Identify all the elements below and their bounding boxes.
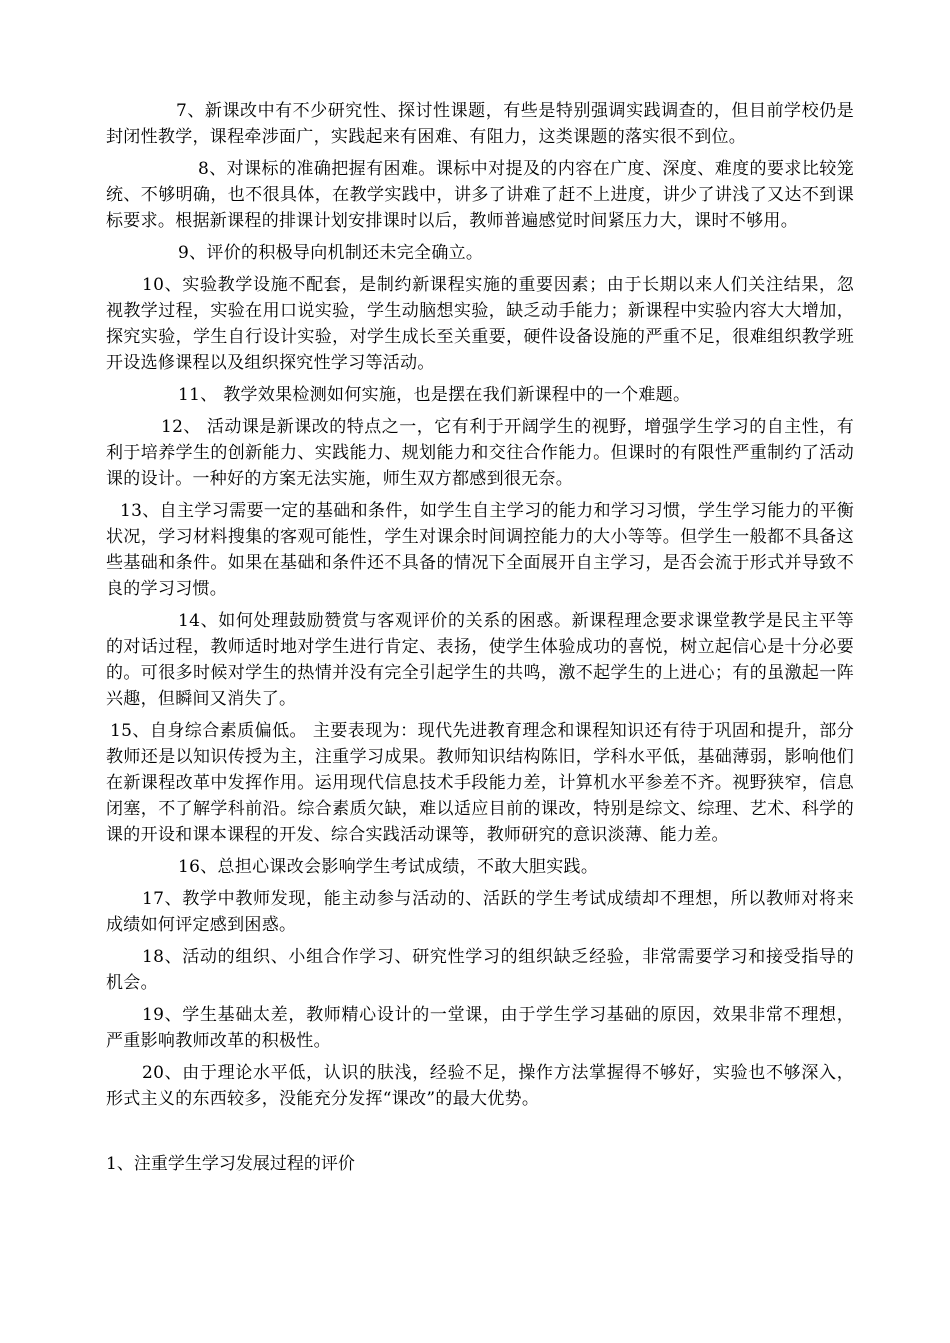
paragraph-12: 12、 活动课是新课改的特点之一，它有利于开阔学生的视野，增强学生学习的自主性，有利于培养学生的创新能力、实践能力、规划能力和交往合作能力。但课时的有限性严重制约了活动课的设计。一种好的方案无法实施，师生双方都感到很无奈。 <box>106 417 854 489</box>
paragraph-10: 10、实验教学设施不配套，是制约新课程实施的重要因素；由于长期以来人们关注结果，忽视教学过程，实验在用口说实验，学生动脑想实验，缺乏动手能力；新课程中实验内容大大增加，探究实验，学生自行设计实验，对学生成长至关重要，硬件设备设施的严重不足，很难组织教学班开设选修课程以及组织探究性学习等活动。 <box>106 275 854 373</box>
paragraph-16: 16、总担心课改会影响学生考试成绩，不敢大胆实践。 <box>178 857 599 877</box>
paragraph-18: 18、活动的组织、小组合作学习、研究性学习的组织缺乏经验，非常需要学习和接受指导的机会。 <box>106 947 854 993</box>
paragraph-17: 17、教学中教师发现，能主动参与活动的、活跃的学生考试成绩却不理想，所以教师对将来成绩如何评定感到困惑。 <box>106 889 854 935</box>
paragraph-15: 15、自身综合素质偏低。 主要表现为：现代先进教育理念和课程知识还有待于巩固和提升，部分教师还是以知识传授为主，注重学习成果。教师知识结构陈旧，学科水平低，基础薄弱，影响他们在新课程改革中发挥作用。运用现代信息技术手段能力差，计算机水平参差不齐。视野狭窄，信息闭塞，不了解学科前沿。综合素质欠缺，难以适应目前的课改，特别是综文、综理、艺术、科学的课的开设和课本课程的开发、综合实践活动课等，教师研究的意识淡薄、能力差。 <box>106 721 854 845</box>
paragraph-19: 19、学生基础太差，教师精心设计的一堂课，由于学生学习基础的原因，效果非常不理想，严重影响教师改革的积极性。 <box>106 1005 854 1051</box>
document-body <box>106 98 854 1112</box>
paragraph-11: 11、 教学效果检测如何实施，也是摆在我们新课程中的一个难题。 <box>178 385 691 405</box>
paragraph-13: 13、自主学习需要一定的基础和条件，如学生自主学习的能力和学习习惯，学生学习能力的平衡状况，学习材料搜集的客观可能性，学生对课余时间调控能力的大小等等。但学生一般都不具备这些基础和条件。如果在基础和条件还不具备的情况下全面展开自主学习，是否会流于形式并导致不良的学习习惯。 <box>106 501 854 599</box>
paragraph-14: 14、如何处理鼓励赞赏与客观评价的关系的困惑。新课程理念要求课堂教学是民主平等的对话过程，教师适时地对学生进行肯定、表扬，使学生体验成功的喜悦，树立起信心是十分必要的。可很多时候对学生的热情并没有完全引起学生的共鸣，激不起学生的上进心；有的虽激起一阵兴趣，但瞬间又消失了。 <box>106 611 854 709</box>
paragraph-20: 20、由于理论水平低，认识的肤浅，经验不足，操作方法掌握得不够好，实验也不够深入，形式主义的东西较多，没能充分发挥“课改”的最大优势。 <box>106 1063 854 1109</box>
paragraph-8: 8、对课标的准确把握有困难。课标中对提及的内容在广度、深度、难度的要求比较笼统、不够明确，也不很具体，在教学实践中，讲多了讲难了赶不上进度，讲少了讲浅了又达不到课标要求。根据新课程的排课计划安排课时以后，教师普遍感觉时间紧压力大，课时不够用。 <box>106 159 854 231</box>
paragraph-7: 7、新课改中有不少研究性、探讨性课题，有些是特别强调实践调查的，但目前学校仍是封闭性教学，课程牵涉面广，实践起来有困难、有阻力，这类课题的落实很不到位。 <box>106 101 854 147</box>
section-heading: 1、注重学生学习发展过程的评价 <box>106 1154 355 1174</box>
paragraph-9: 9、评价的积极导向机制还未完全确立。 <box>178 243 484 263</box>
